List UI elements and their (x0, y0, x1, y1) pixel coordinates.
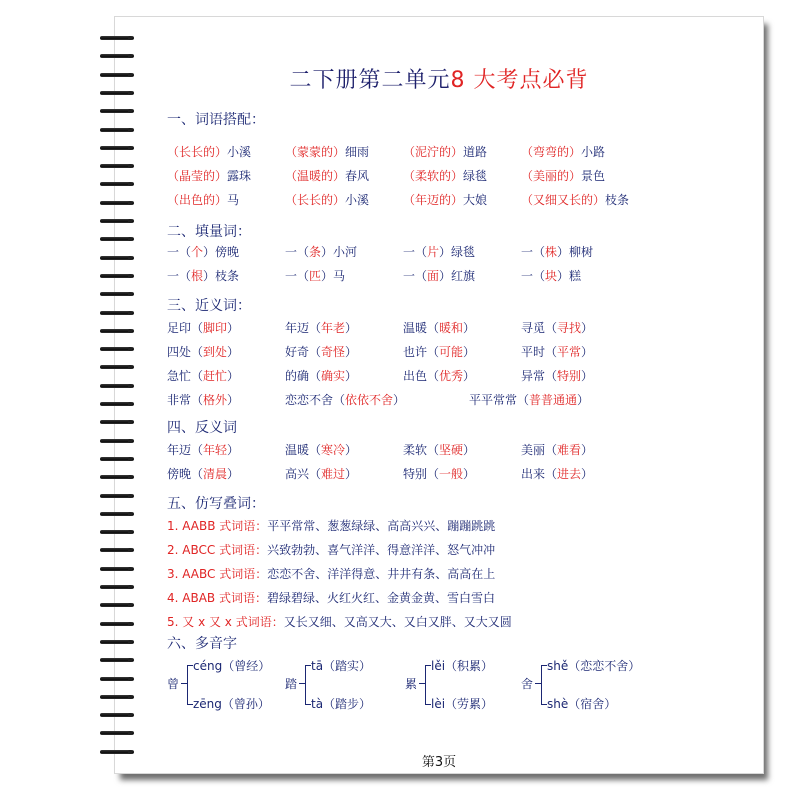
measure-word-item (521, 243, 593, 260)
synonym-answer: 赶忙 (203, 369, 228, 383)
synonym-prefix: 平平常常（ (469, 393, 530, 407)
antonym-prefix: 柔软（ (403, 443, 440, 457)
synonym-item (167, 391, 239, 408)
binding-hole (128, 457, 132, 461)
binding-hole (128, 256, 132, 260)
synonym-prefix: 年迈（ (285, 321, 322, 335)
collocation-item (285, 191, 369, 208)
antonym-item (285, 441, 357, 458)
binding-hole (128, 439, 132, 443)
antonym-suffix: ） (581, 443, 594, 457)
collocation-item (521, 143, 605, 160)
synonym-answer: 到处 (203, 345, 228, 359)
section-heading-antonyms: 四、反义词 (167, 420, 237, 436)
collocation-noun: 春风 (345, 169, 370, 183)
synonym-suffix: ） (581, 321, 594, 335)
measure-word-item (403, 243, 475, 260)
polyphone-reading: tà（踏步） (311, 697, 372, 711)
polyphone-char: 曾 (167, 677, 180, 691)
measure-word-answer: 匹 (309, 269, 322, 283)
polyphone-char: 踏 (285, 677, 298, 691)
binding-hole (128, 567, 132, 571)
binding-hole (128, 329, 132, 333)
measure-word-prefix: 一（ (285, 245, 310, 259)
synonym-item (167, 343, 239, 360)
reduplication-row (167, 613, 757, 633)
synonym-row (167, 367, 757, 387)
synonym-row (167, 319, 757, 339)
section-heading-measure-words: 二、填量词： (167, 224, 251, 240)
antonym-prefix: 出来（ (521, 467, 558, 481)
collocation-modifier: （晶莹的） (167, 169, 228, 183)
synonym-answer: 依依不舍 (345, 393, 394, 407)
synonym-suffix: ） (581, 345, 594, 359)
collocation-modifier: （长长的） (285, 193, 346, 207)
reduplication-item (167, 565, 495, 582)
synonym-answer: 普普通通 (529, 393, 578, 407)
measure-word-suffix: ）小河 (321, 245, 358, 259)
antonym-prefix: 特别（ (403, 467, 440, 481)
collocation-noun: 绿毯 (463, 169, 488, 183)
collocation-noun: 露珠 (227, 169, 252, 183)
polyphone-char: 累 (405, 677, 418, 691)
synonym-item (167, 367, 239, 384)
section-heading-collocations: 一、词语搭配： (167, 112, 265, 128)
collocation-noun: 景色 (581, 169, 606, 183)
collocation-modifier: （柔软的） (403, 169, 464, 183)
synonym-suffix: ） (393, 393, 406, 407)
synonym-prefix: 平时（ (521, 345, 558, 359)
synonym-item (403, 367, 475, 384)
synonym-item (403, 319, 475, 336)
reduplication-pattern: 4. ABAB 式词语： (167, 591, 267, 605)
measure-word-suffix: ）柳树 (557, 245, 594, 259)
collocation-item (285, 167, 369, 184)
synonym-prefix: 异常（ (521, 369, 558, 383)
synonym-answer: 平常 (557, 345, 582, 359)
measure-word-prefix: 一（ (167, 245, 192, 259)
synonym-item (469, 391, 589, 408)
polyphone-reading: shè（宿舍） (547, 697, 617, 711)
binding-hole (128, 36, 132, 40)
binding-hole (128, 219, 132, 223)
antonym-answer: 清晨 (203, 467, 228, 481)
synonym-suffix: ） (227, 321, 240, 335)
section-heading-reduplication: 五、仿写叠词： (167, 496, 265, 512)
antonym-prefix: 高兴（ (285, 467, 322, 481)
page-title (115, 63, 763, 94)
synonym-answer: 优秀 (439, 369, 464, 383)
measure-word-prefix: 一（ (403, 269, 428, 283)
antonym-answer: 年轻 (203, 443, 228, 457)
synonym-prefix: 足印（ (167, 321, 204, 335)
binding-hole (128, 402, 132, 406)
antonym-item (521, 465, 593, 482)
collocation-item (285, 143, 369, 160)
binding-hole (128, 585, 132, 589)
collocation-row (167, 191, 757, 211)
antonym-answer: 坚硬 (439, 443, 464, 457)
synonym-item (285, 343, 357, 360)
antonym-suffix: ） (581, 467, 594, 481)
synonym-prefix: 出色（ (403, 369, 440, 383)
synonym-suffix: ） (227, 393, 240, 407)
collocation-modifier: （又细又长的） (521, 193, 606, 207)
page-content (115, 17, 763, 773)
collocation-item (403, 143, 487, 160)
measure-word-item (167, 267, 239, 284)
collocation-row (167, 143, 757, 163)
measure-word-suffix: ）绿毯 (439, 245, 476, 259)
antonym-item (521, 441, 593, 458)
section-heading-synonyms: 三、近义词： (167, 298, 251, 314)
collocation-noun: 马 (227, 193, 240, 207)
antonym-prefix: 美丽（ (521, 443, 558, 457)
synonym-answer: 格外 (203, 393, 228, 407)
antonym-item (403, 465, 475, 482)
reduplication-item (167, 541, 495, 558)
synonym-prefix: 恋恋不舍（ (285, 393, 346, 407)
page (114, 16, 764, 774)
measure-word-row (167, 243, 757, 263)
measure-word-prefix: 一（ (403, 245, 428, 259)
antonym-answer: 难看 (557, 443, 582, 457)
synonym-item (521, 367, 593, 384)
antonym-item (167, 465, 239, 482)
antonym-suffix: ） (463, 467, 476, 481)
antonym-suffix: ） (345, 467, 358, 481)
reduplication-row (167, 565, 757, 585)
antonym-answer: 难过 (321, 467, 346, 481)
collocation-modifier: （弯弯的） (521, 145, 582, 159)
collocation-modifier: （蒙蒙的） (285, 145, 346, 159)
measure-word-answer: 条 (309, 245, 322, 259)
collocation-item (403, 191, 487, 208)
synonym-suffix: ） (227, 369, 240, 383)
synonym-row (167, 391, 757, 411)
reduplication-pattern: 1. AABB 式词语： (167, 519, 268, 533)
collocation-item (521, 167, 605, 184)
measure-word-answer: 面 (427, 269, 440, 283)
synonym-prefix: 急忙（ (167, 369, 204, 383)
antonym-row (167, 465, 757, 485)
polyphone-char: 舍 (521, 677, 534, 691)
measure-word-prefix: 一（ (521, 245, 546, 259)
collocation-item (167, 191, 239, 208)
synonym-answer: 年老 (321, 321, 346, 335)
collocation-item (167, 167, 251, 184)
collocation-modifier: （长长的） (167, 145, 228, 159)
measure-word-suffix: ）枝条 (203, 269, 240, 283)
antonym-item (167, 441, 239, 458)
binding-hole (128, 622, 132, 626)
page-number: 第3页 (421, 755, 457, 770)
antonym-answer: 一般 (439, 467, 464, 481)
title-main: 二下册第二单元 (289, 68, 451, 93)
measure-word-item (403, 267, 475, 284)
synonym-answer: 寻找 (557, 321, 582, 335)
collocation-item (403, 167, 487, 184)
reduplication-examples: 平平常常、葱葱绿绿、高高兴兴、蹦蹦跳跳 (267, 519, 496, 533)
binding-hole (128, 73, 132, 77)
measure-word-suffix: ）马 (321, 269, 346, 283)
synonym-answer: 奇怪 (321, 345, 346, 359)
measure-word-answer: 块 (545, 269, 558, 283)
measure-word-answer: 片 (427, 245, 440, 259)
antonym-prefix: 年迈（ (167, 443, 204, 457)
collocation-modifier: （泥泞的） (403, 145, 464, 159)
synonym-prefix: 的确（ (285, 369, 322, 383)
collocation-noun: 小路 (581, 145, 606, 159)
antonym-suffix: ） (463, 443, 476, 457)
reduplication-row (167, 541, 757, 561)
antonym-row (167, 441, 757, 461)
binding-hole (128, 91, 132, 95)
synonym-prefix: 非常（ (167, 393, 204, 407)
antonym-suffix: ） (227, 467, 240, 481)
notebook (100, 14, 762, 774)
synonym-prefix: 四处（ (167, 345, 204, 359)
measure-word-prefix: 一（ (167, 269, 192, 283)
collocation-modifier: （温暖的） (285, 169, 346, 183)
polyphone-reading: shě（恋恋不舍） (547, 659, 641, 673)
reduplication-examples: 恋恋不舍、洋洋得意、井井有条、高高在上 (267, 567, 496, 581)
polyphone-reading: lěi（积累） (431, 659, 494, 673)
collocation-row (167, 167, 757, 187)
measure-word-prefix: 一（ (285, 269, 310, 283)
antonym-prefix: 傍晚（ (167, 467, 204, 481)
binding-hole (128, 311, 132, 315)
collocation-item (167, 143, 251, 160)
binding-hole (128, 494, 132, 498)
synonym-suffix: ） (463, 345, 476, 359)
binding-hole (128, 695, 132, 699)
synonym-prefix: 寻觅（ (521, 321, 558, 335)
reduplication-pattern: 2. ABCC 式词语： (167, 543, 268, 557)
synonym-answer: 可能 (439, 345, 464, 359)
antonym-suffix: ） (345, 443, 358, 457)
synonym-suffix: ） (581, 369, 594, 383)
synonym-suffix: ） (463, 369, 476, 383)
synonym-item (285, 367, 357, 384)
measure-word-item (521, 267, 581, 284)
binding-hole (128, 677, 132, 681)
synonym-answer: 特别 (557, 369, 582, 383)
collocation-modifier: （年迈的） (403, 193, 464, 207)
binding-hole (128, 640, 132, 644)
binding-hole (128, 384, 132, 388)
polyphone-reading: zēng（曾孙） (193, 697, 270, 711)
synonym-suffix: ） (345, 321, 358, 335)
synonym-answer: 确实 (321, 369, 346, 383)
section-heading-polyphones: 六、多音字 (167, 636, 237, 652)
antonym-item (285, 465, 357, 482)
measure-word-prefix: 一（ (521, 269, 546, 283)
measure-word-item (285, 243, 357, 260)
binding-hole (128, 128, 132, 132)
reduplication-row (167, 517, 757, 537)
binding-hole (128, 750, 132, 754)
synonym-item (285, 319, 357, 336)
antonym-answer: 进去 (557, 467, 582, 481)
reduplication-examples: 碧绿碧绿、火红火红、金黄金黄、雪白雪白 (266, 591, 495, 605)
reduplication-examples: 兴致勃勃、喜气洋洋、得意洋洋、怒气冲冲 (267, 543, 496, 557)
synonym-item (521, 319, 593, 336)
reduplication-examples: 又长又细、又高又大、又白又胖、又大又圆 (283, 615, 512, 629)
measure-word-suffix: ）红旗 (439, 269, 476, 283)
collocation-item (521, 191, 629, 208)
antonym-prefix: 温暖（ (285, 443, 322, 457)
binding-hole (128, 146, 132, 150)
synonym-suffix: ） (345, 369, 358, 383)
reduplication-pattern: 5. 又 x 又 x 式词语： (167, 615, 284, 629)
collocation-modifier: （美丽的） (521, 169, 582, 183)
synonym-item (403, 343, 475, 360)
synonym-row (167, 343, 757, 363)
reduplication-item (167, 517, 495, 534)
synonym-prefix: 温暖（ (403, 321, 440, 335)
measure-word-suffix: ）糕 (557, 269, 582, 283)
synonym-answer: 暖和 (439, 321, 464, 335)
measure-word-suffix: ）傍晚 (203, 245, 240, 259)
reduplication-row (167, 589, 757, 609)
measure-word-answer: 个 (191, 245, 204, 259)
synonym-suffix: ） (577, 393, 590, 407)
collocation-noun: 大娘 (463, 193, 488, 207)
synonym-suffix: ） (345, 345, 358, 359)
antonym-item (403, 441, 475, 458)
synonym-suffix: ） (227, 345, 240, 359)
reduplication-item (167, 589, 495, 606)
polyphone-reading: céng（曾经） (193, 659, 271, 673)
collocation-noun: 道路 (463, 145, 488, 159)
collocation-modifier: （出色的） (167, 193, 228, 207)
antonym-suffix: ） (227, 443, 240, 457)
synonym-suffix: ） (463, 321, 476, 335)
collocation-noun: 枝条 (605, 193, 630, 207)
binding-hole (128, 512, 132, 516)
antonym-answer: 寒冷 (321, 443, 346, 457)
measure-word-row (167, 267, 757, 287)
reduplication-pattern: 3. AABC 式词语： (167, 567, 268, 581)
synonym-answer: 脚印 (203, 321, 228, 335)
measure-word-answer: 根 (191, 269, 204, 283)
collocation-noun: 细雨 (345, 145, 370, 159)
synonym-item (521, 343, 593, 360)
binding-hole (128, 201, 132, 205)
measure-word-item (167, 243, 239, 260)
measure-word-answer: 株 (545, 245, 558, 259)
measure-word-item (285, 267, 345, 284)
synonym-item (285, 391, 405, 408)
polyphone-reading: tā（踏实） (311, 659, 372, 673)
synonym-item (167, 319, 239, 336)
collocation-noun: 小溪 (345, 193, 370, 207)
synonym-prefix: 也许（ (403, 345, 440, 359)
binding-hole (128, 274, 132, 278)
title-accent: 8 大考点必背 (450, 68, 589, 93)
polyphone-reading: lèi（劳累） (431, 697, 494, 711)
collocation-noun: 小溪 (227, 145, 252, 159)
synonym-prefix: 好奇（ (285, 345, 322, 359)
reduplication-item (167, 613, 512, 630)
